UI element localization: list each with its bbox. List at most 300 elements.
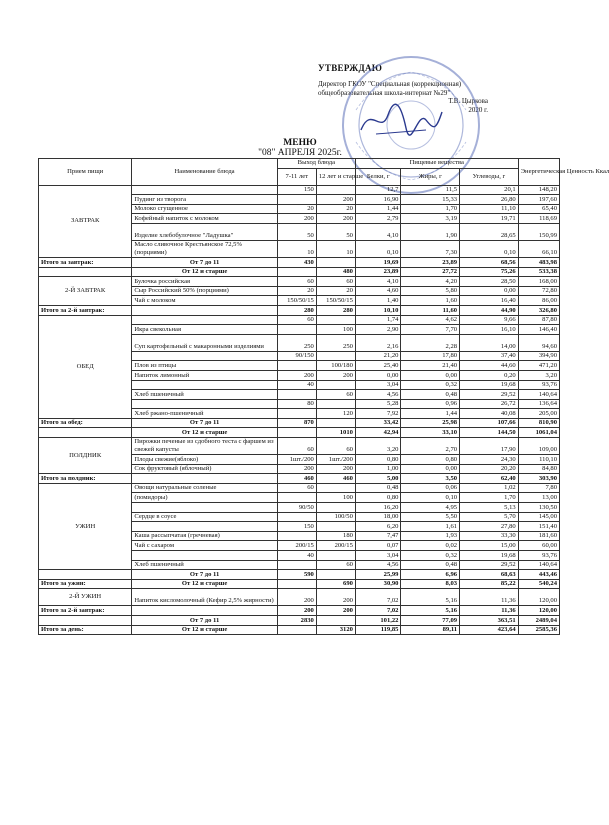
total-output-12 bbox=[316, 570, 355, 580]
total-carbs: 363,51 bbox=[460, 615, 519, 625]
output-7-11: 40 bbox=[277, 380, 316, 390]
output-7-11: 200 bbox=[277, 370, 316, 380]
dish-name: Сердце в соусе bbox=[132, 512, 277, 522]
header-dish: Наименование блюда bbox=[132, 159, 277, 186]
output-12 bbox=[316, 522, 355, 532]
total-energy: 483,98 bbox=[518, 257, 559, 267]
output-7-11: 200 bbox=[277, 464, 316, 474]
output-12: 60 bbox=[316, 390, 355, 400]
dish-name: Сыр Российский 50% (порциями) bbox=[132, 286, 277, 296]
dish-name: Хлеб ржано-пшеничный bbox=[132, 409, 277, 419]
protein-value: 12,7 bbox=[355, 185, 401, 195]
table-row bbox=[39, 589, 560, 606]
total-fat: 23,89 bbox=[401, 257, 460, 267]
output-7-11 bbox=[277, 409, 316, 419]
total-protein: 10,10 bbox=[355, 305, 401, 315]
total-label: Итого за 2-й завтрак: bbox=[39, 606, 132, 616]
protein-value: 0,10 bbox=[355, 240, 401, 257]
protein-value: 0,80 bbox=[355, 455, 401, 465]
carbs-value: 5,13 bbox=[460, 503, 519, 513]
total-carbs: 68,56 bbox=[460, 257, 519, 267]
total-age-group: От 7 до 11 bbox=[132, 570, 277, 580]
carbs-value: 24,30 bbox=[460, 455, 519, 465]
output-12: 100/180 bbox=[316, 361, 355, 371]
section-total-row bbox=[39, 579, 560, 589]
output-12 bbox=[316, 351, 355, 361]
output-12: 200 bbox=[316, 214, 355, 224]
meal-name: ЗАВТРАК bbox=[39, 185, 132, 257]
total-label bbox=[39, 267, 132, 277]
fat-value: 2,70 bbox=[401, 438, 460, 455]
total-label: Итого за 2-й завтрак: bbox=[39, 305, 132, 315]
fat-value: 15,33 bbox=[401, 195, 460, 205]
protein-value: 0,48 bbox=[355, 483, 401, 493]
carbs-value: 26,72 bbox=[460, 399, 519, 409]
header-age-7-11: 7-11 лет bbox=[277, 168, 316, 185]
approval-block bbox=[318, 64, 538, 114]
energy-value: 93,76 bbox=[518, 380, 559, 390]
fat-value: 1,61 bbox=[401, 522, 460, 532]
total-fat: 77,09 bbox=[401, 615, 460, 625]
total-fat: 33,10 bbox=[401, 428, 460, 438]
fat-value: 0,10 bbox=[401, 493, 460, 503]
header-protein: Белки, г bbox=[355, 168, 401, 185]
meal-name: 2-Й ЗАВТРАК bbox=[39, 277, 132, 306]
fat-value: 0,32 bbox=[401, 551, 460, 561]
total-protein: 101,22 bbox=[355, 615, 401, 625]
dish-name: Сок фруктовый (яблочный) bbox=[132, 464, 277, 474]
output-7-11: 40 bbox=[277, 551, 316, 561]
total-output-12: 480 bbox=[316, 267, 355, 277]
protein-value: 4,10 bbox=[355, 223, 401, 240]
carbs-value: 16,40 bbox=[460, 296, 519, 306]
energy-value: 65,40 bbox=[518, 204, 559, 214]
protein-value: 4,10 bbox=[355, 277, 401, 287]
protein-value: 7,92 bbox=[355, 409, 401, 419]
total-age-group: От 12 и старше bbox=[132, 428, 277, 438]
energy-value: 3,20 bbox=[518, 370, 559, 380]
carbs-value: 29,52 bbox=[460, 560, 519, 570]
output-12: 200 bbox=[316, 589, 355, 606]
protein-value: 5,28 bbox=[355, 399, 401, 409]
header-carbs: Углеводы, г bbox=[460, 168, 519, 185]
total-carbs: 423,64 bbox=[460, 625, 519, 635]
total-label: Итого за обед: bbox=[39, 418, 132, 428]
protein-value: 3,20 bbox=[355, 438, 401, 455]
output-7-11: 200/15 bbox=[277, 541, 316, 551]
header-meal: Прием пищи bbox=[39, 159, 132, 186]
protein-value: 0,80 bbox=[355, 493, 401, 503]
menu-date: "08" АПРЕЛЯ 2025г. bbox=[258, 148, 342, 158]
carbs-value: 37,40 bbox=[460, 351, 519, 361]
section-total-row bbox=[39, 474, 560, 484]
fat-value: 2,28 bbox=[401, 334, 460, 351]
energy-value: 93,76 bbox=[518, 551, 559, 561]
fat-value: 11,5 bbox=[401, 185, 460, 195]
approval-line-2: общеобразовательная школа-интернат №29" bbox=[318, 88, 451, 97]
energy-value: 394,90 bbox=[518, 351, 559, 361]
carbs-value: 29,52 bbox=[460, 390, 519, 400]
total-label: Итого за ужин: bbox=[39, 579, 132, 589]
output-12: 50 bbox=[316, 223, 355, 240]
total-fat: 6,96 bbox=[401, 570, 460, 580]
total-age-group: От 12 и старше bbox=[132, 625, 277, 635]
dish-name: Овощи натуральные соленые bbox=[132, 483, 277, 493]
output-12: 150/50/15 bbox=[316, 296, 355, 306]
fat-value: 17,80 bbox=[401, 351, 460, 361]
protein-value: 21,20 bbox=[355, 351, 401, 361]
carbs-value: 26,80 bbox=[460, 195, 519, 205]
dish-name: Хлеб пшеничный bbox=[132, 560, 277, 570]
carbs-value: 28,65 bbox=[460, 223, 519, 240]
energy-value: 130,50 bbox=[518, 503, 559, 513]
section-total-row bbox=[39, 418, 560, 428]
total-age-group bbox=[132, 305, 277, 315]
carbs-value: 1,70 bbox=[460, 493, 519, 503]
energy-value: 94,60 bbox=[518, 334, 559, 351]
dish-name: Пирожки печеные из сдобного теста с фаршем из свежей капусты bbox=[132, 438, 277, 455]
approval-line-4: 2020 г. bbox=[468, 105, 488, 114]
fat-value: 1,93 bbox=[401, 531, 460, 541]
output-12 bbox=[316, 315, 355, 325]
output-12: 60 bbox=[316, 560, 355, 570]
protein-value: 7,47 bbox=[355, 531, 401, 541]
fat-value: 0,00 bbox=[401, 370, 460, 380]
output-12: 100 bbox=[316, 325, 355, 335]
output-7-11 bbox=[277, 493, 316, 503]
total-fat: 25,98 bbox=[401, 418, 460, 428]
total-carbs: 68,63 bbox=[460, 570, 519, 580]
fat-value: 3,19 bbox=[401, 214, 460, 224]
dish-name: Каша рассыпчатая (гречневая) bbox=[132, 531, 277, 541]
carbs-value: 44,60 bbox=[460, 361, 519, 371]
energy-value: 471,20 bbox=[518, 361, 559, 371]
energy-value: 151,40 bbox=[518, 522, 559, 532]
approval-line-3: Т.В. Цыркова bbox=[448, 97, 488, 106]
total-energy: 540,24 bbox=[518, 579, 559, 589]
dish-name: Молоко сгущенное bbox=[132, 204, 277, 214]
energy-value: 181,60 bbox=[518, 531, 559, 541]
dish-name bbox=[132, 351, 277, 361]
output-12: 120 bbox=[316, 409, 355, 419]
fat-value: 0,48 bbox=[401, 560, 460, 570]
total-label: Итого за день: bbox=[39, 625, 132, 635]
carbs-value: 19,68 bbox=[460, 380, 519, 390]
protein-value: 4,56 bbox=[355, 390, 401, 400]
fat-value: 5,50 bbox=[401, 512, 460, 522]
energy-value: 120,00 bbox=[518, 589, 559, 606]
total-age-group: От 12 и старше bbox=[132, 579, 277, 589]
total-output-7-11: 200 bbox=[277, 606, 316, 616]
output-7-11 bbox=[277, 560, 316, 570]
approval-line-1: Директор ГКОУ "Специальная (коррекционная) bbox=[318, 80, 462, 89]
output-7-11: 250 bbox=[277, 334, 316, 351]
total-output-7-11 bbox=[277, 625, 316, 635]
fat-value: 5,16 bbox=[401, 589, 460, 606]
dish-name: Икра свекольная bbox=[132, 325, 277, 335]
protein-value: 0,00 bbox=[355, 370, 401, 380]
output-7-11 bbox=[277, 195, 316, 205]
energy-value: 146,40 bbox=[518, 325, 559, 335]
section-total-row bbox=[39, 257, 560, 267]
carbs-value: 11,10 bbox=[460, 204, 519, 214]
carbs-value: 33,30 bbox=[460, 531, 519, 541]
output-7-11: 150 bbox=[277, 185, 316, 195]
total-protein: 25,99 bbox=[355, 570, 401, 580]
fat-value: 0,02 bbox=[401, 541, 460, 551]
total-protein: 42,94 bbox=[355, 428, 401, 438]
output-12: 20 bbox=[316, 286, 355, 296]
output-7-11: 150/50/15 bbox=[277, 296, 316, 306]
total-output-12: 460 bbox=[316, 474, 355, 484]
fat-value: 21,40 bbox=[401, 361, 460, 371]
header-age-12: 12 лет и старше bbox=[316, 168, 355, 185]
energy-value: 84,80 bbox=[518, 464, 559, 474]
total-energy: 533,38 bbox=[518, 267, 559, 277]
fat-value: 4,20 bbox=[401, 277, 460, 287]
menu-body bbox=[39, 185, 560, 635]
carbs-value: 5,70 bbox=[460, 512, 519, 522]
total-carbs: 44,90 bbox=[460, 305, 519, 315]
dish-name bbox=[132, 399, 277, 409]
total-output-12: 200 bbox=[316, 606, 355, 616]
output-12 bbox=[316, 483, 355, 493]
fat-value: 0,80 bbox=[401, 455, 460, 465]
fat-value: 1,44 bbox=[401, 409, 460, 419]
fat-value: 0,48 bbox=[401, 390, 460, 400]
carbs-value: 11,36 bbox=[460, 589, 519, 606]
energy-value: 197,60 bbox=[518, 195, 559, 205]
energy-value: 13,00 bbox=[518, 493, 559, 503]
protein-value: 16,20 bbox=[355, 503, 401, 513]
dish-name: Кофейный напиток с молоком bbox=[132, 214, 277, 224]
energy-value: 145,00 bbox=[518, 512, 559, 522]
protein-value: 7,02 bbox=[355, 589, 401, 606]
output-7-11: 60 bbox=[277, 277, 316, 287]
total-energy: 303,90 bbox=[518, 474, 559, 484]
dish-name: Чай с молоком bbox=[132, 296, 277, 306]
total-carbs: 85,22 bbox=[460, 579, 519, 589]
protein-value: 0,07 bbox=[355, 541, 401, 551]
dish-name: Суп картофельный с макаронными изделиями bbox=[132, 334, 277, 351]
energy-value: 140,64 bbox=[518, 390, 559, 400]
carbs-value: 0,20 bbox=[460, 370, 519, 380]
protein-value: 1,00 bbox=[355, 464, 401, 474]
output-7-11: 200 bbox=[277, 589, 316, 606]
dish-name: Плоды свежие(яблоко) bbox=[132, 455, 277, 465]
total-output-12: 3120 bbox=[316, 625, 355, 635]
total-output-12: 690 bbox=[316, 579, 355, 589]
total-protein: 119,85 bbox=[355, 625, 401, 635]
output-12: 200 bbox=[316, 464, 355, 474]
dish-name: Плов из птицы bbox=[132, 361, 277, 371]
section-total-row bbox=[39, 267, 560, 277]
header-nutrients: Пищевые вещества bbox=[355, 159, 518, 169]
total-output-12 bbox=[316, 615, 355, 625]
carbs-value: 1,02 bbox=[460, 483, 519, 493]
carbs-value: 0,00 bbox=[460, 286, 519, 296]
table-row bbox=[39, 315, 560, 325]
table-row bbox=[39, 438, 560, 455]
total-age-group bbox=[132, 474, 277, 484]
carbs-value: 40,08 bbox=[460, 409, 519, 419]
total-output-7-11: 430 bbox=[277, 257, 316, 267]
output-7-11 bbox=[277, 512, 316, 522]
total-label bbox=[39, 428, 132, 438]
total-output-7-11: 2830 bbox=[277, 615, 316, 625]
output-7-11: 80 bbox=[277, 399, 316, 409]
carbs-value: 19,71 bbox=[460, 214, 519, 224]
total-energy: 326,80 bbox=[518, 305, 559, 315]
fat-value: 0,96 bbox=[401, 399, 460, 409]
energy-value: 136,64 bbox=[518, 399, 559, 409]
menu-table bbox=[38, 158, 609, 635]
section-total-row bbox=[39, 305, 560, 315]
total-energy: 2489,04 bbox=[518, 615, 559, 625]
output-12: 200 bbox=[316, 370, 355, 380]
dish-name: Напиток лимонный bbox=[132, 370, 277, 380]
protein-value: 2,79 bbox=[355, 214, 401, 224]
dish-name bbox=[132, 380, 277, 390]
fat-value: 1,70 bbox=[401, 204, 460, 214]
output-12 bbox=[316, 185, 355, 195]
total-label bbox=[39, 570, 132, 580]
fat-value: 0,00 bbox=[401, 464, 460, 474]
output-7-11 bbox=[277, 361, 316, 371]
total-output-7-11 bbox=[277, 579, 316, 589]
protein-value: 3,04 bbox=[355, 551, 401, 561]
meal-name: 2-Й УЖИН bbox=[39, 589, 132, 606]
protein-value: 1,44 bbox=[355, 204, 401, 214]
total-protein: 19,69 bbox=[355, 257, 401, 267]
energy-value: 205,00 bbox=[518, 409, 559, 419]
fat-value: 1,60 bbox=[401, 296, 460, 306]
total-carbs: 75,26 bbox=[460, 267, 519, 277]
output-7-11: 60 bbox=[277, 315, 316, 325]
energy-value: 110,10 bbox=[518, 455, 559, 465]
carbs-value: 15,00 bbox=[460, 541, 519, 551]
meal-name: ПОЛДНИК bbox=[39, 438, 132, 474]
output-7-11: 200 bbox=[277, 214, 316, 224]
total-label: Итого за завтрак: bbox=[39, 257, 132, 267]
energy-value: 148,20 bbox=[518, 185, 559, 195]
section-total-row bbox=[39, 570, 560, 580]
total-protein: 7,02 bbox=[355, 606, 401, 616]
total-energy: 810,90 bbox=[518, 418, 559, 428]
protein-value: 6,20 bbox=[355, 522, 401, 532]
carbs-value: 27,80 bbox=[460, 522, 519, 532]
total-age-group: От 7 до 11 bbox=[132, 257, 277, 267]
total-fat: 27,72 bbox=[401, 267, 460, 277]
energy-value: 7,80 bbox=[518, 483, 559, 493]
header-output: Выход блюда bbox=[277, 159, 355, 169]
output-7-11: 50 bbox=[277, 223, 316, 240]
menu-title: МЕНЮ bbox=[283, 138, 317, 148]
output-7-11: 1шт./200 bbox=[277, 455, 316, 465]
fat-value: 1,90 bbox=[401, 223, 460, 240]
output-7-11: 90/150 bbox=[277, 351, 316, 361]
total-protein: 33,42 bbox=[355, 418, 401, 428]
carbs-value: 17,90 bbox=[460, 438, 519, 455]
carbs-value: 14,00 bbox=[460, 334, 519, 351]
section-total-row bbox=[39, 606, 560, 616]
day-total-row bbox=[39, 615, 560, 625]
total-output-7-11: 280 bbox=[277, 305, 316, 315]
carbs-value: 19,68 bbox=[460, 551, 519, 561]
total-carbs: 107,66 bbox=[460, 418, 519, 428]
output-7-11 bbox=[277, 531, 316, 541]
table-row bbox=[39, 277, 560, 287]
dish-name bbox=[132, 551, 277, 561]
dish-name: Хлеб пшеничный bbox=[132, 390, 277, 400]
output-12: 60 bbox=[316, 277, 355, 287]
dish-name: (помидоры) bbox=[132, 493, 277, 503]
fat-value: 5,80 bbox=[401, 286, 460, 296]
total-label bbox=[39, 615, 132, 625]
dish-name: Пудинг из творога bbox=[132, 195, 277, 205]
protein-value: 25,40 bbox=[355, 361, 401, 371]
fat-value: 0,32 bbox=[401, 380, 460, 390]
fat-value: 7,30 bbox=[401, 240, 460, 257]
output-12 bbox=[316, 503, 355, 513]
total-output-7-11: 870 bbox=[277, 418, 316, 428]
protein-value: 3,04 bbox=[355, 380, 401, 390]
dish-name bbox=[132, 315, 277, 325]
output-7-11: 60 bbox=[277, 483, 316, 493]
energy-value: 72,80 bbox=[518, 286, 559, 296]
header-energy: Энергетическая Ценность Ккал bbox=[518, 159, 559, 186]
output-7-11: 10 bbox=[277, 240, 316, 257]
meal-name: ОБЕД bbox=[39, 315, 132, 418]
output-12: 180 bbox=[316, 531, 355, 541]
carbs-value: 20,20 bbox=[460, 464, 519, 474]
total-output-7-11: 590 bbox=[277, 570, 316, 580]
meal-name: УЖИН bbox=[39, 483, 132, 569]
output-12: 100 bbox=[316, 493, 355, 503]
energy-value: 109,00 bbox=[518, 438, 559, 455]
total-energy: 2585,36 bbox=[518, 625, 559, 635]
fat-value: 7,70 bbox=[401, 325, 460, 335]
output-12: 60 bbox=[316, 438, 355, 455]
output-7-11 bbox=[277, 390, 316, 400]
output-7-11: 20 bbox=[277, 286, 316, 296]
energy-value: 60,00 bbox=[518, 541, 559, 551]
carbs-value: 0,10 bbox=[460, 240, 519, 257]
fat-value: 4,95 bbox=[401, 503, 460, 513]
total-output-7-11: 460 bbox=[277, 474, 316, 484]
energy-value: 87,80 bbox=[518, 315, 559, 325]
dish-name bbox=[132, 503, 277, 513]
output-12 bbox=[316, 399, 355, 409]
total-age-group: От 7 до 11 bbox=[132, 418, 277, 428]
total-energy: 443,46 bbox=[518, 570, 559, 580]
energy-value: 150,99 bbox=[518, 223, 559, 240]
dish-name: Напиток кисломолочный (Кефир 2,5% жирности) bbox=[132, 589, 277, 606]
total-protein: 30,90 bbox=[355, 579, 401, 589]
energy-value: 140,64 bbox=[518, 560, 559, 570]
header-fat: Жиры, г bbox=[401, 168, 460, 185]
total-label: Итого за полдник: bbox=[39, 474, 132, 484]
carbs-value: 20,1 bbox=[460, 185, 519, 195]
total-fat: 5,16 bbox=[401, 606, 460, 616]
protein-value: 2,16 bbox=[355, 334, 401, 351]
output-12: 250 bbox=[316, 334, 355, 351]
protein-value: 2,90 bbox=[355, 325, 401, 335]
dish-name bbox=[132, 522, 277, 532]
total-carbs: 62,40 bbox=[460, 474, 519, 484]
output-12 bbox=[316, 551, 355, 561]
output-7-11 bbox=[277, 325, 316, 335]
